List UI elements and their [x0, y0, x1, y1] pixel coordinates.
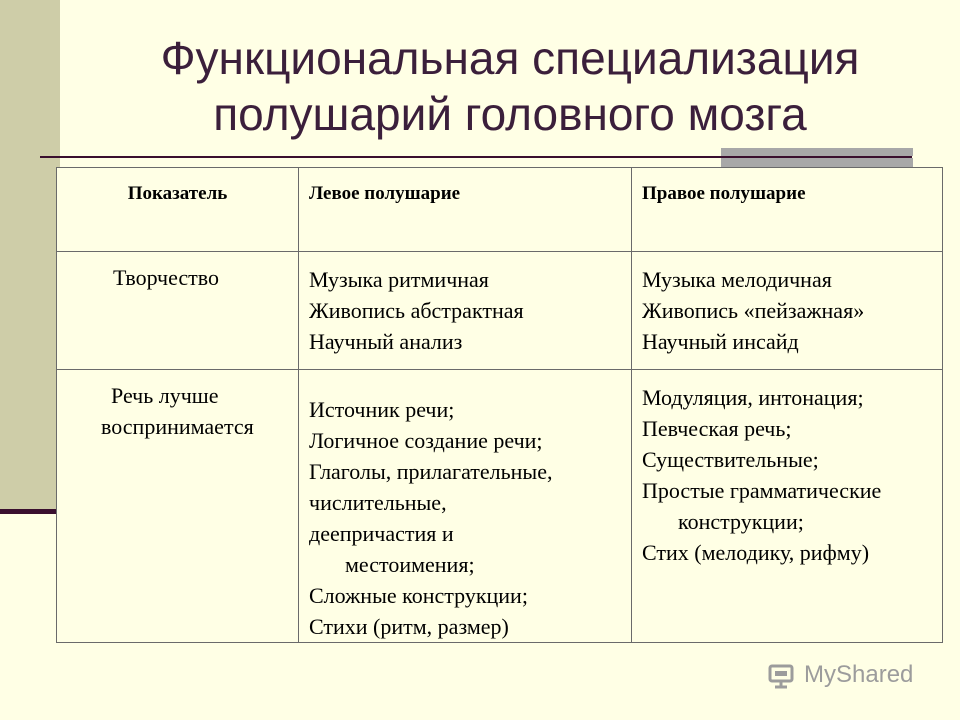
side-bar-rule	[0, 509, 64, 514]
indicator-line: воспринимается	[101, 414, 254, 439]
right-line: Простые грамматические	[642, 478, 882, 503]
right-line: конструкции;	[678, 509, 804, 534]
watermark	[766, 657, 913, 693]
right-hemisphere-cell	[632, 252, 943, 370]
header-indicator: Показатель	[57, 168, 299, 252]
header-left-hemisphere: Левое полушарие	[299, 168, 632, 252]
presentation-icon	[766, 660, 796, 690]
indicator-line: Речь лучше	[111, 383, 219, 408]
title-line-1: Функциональная специализация	[160, 32, 860, 84]
left-line: местоимения;	[345, 552, 475, 577]
hemisphere-table	[56, 167, 943, 643]
right-line: Научный инсайд	[642, 329, 799, 354]
right-line: Музыка мелодичная	[642, 267, 832, 292]
left-line: Живопись абстрактная	[309, 298, 524, 323]
left-line: Музыка ритмичная	[309, 267, 489, 292]
title-accent	[721, 148, 913, 156]
indicator-cell	[57, 370, 299, 643]
slide-title	[80, 30, 940, 142]
left-line: Логичное создание речи;	[309, 428, 543, 453]
table-header-row	[57, 168, 943, 252]
table-row	[57, 252, 943, 370]
left-hemisphere-cell	[299, 370, 632, 643]
left-line: Глаголы, прилагательные,	[309, 459, 553, 484]
header-right-hemisphere: Правое полушарие	[632, 168, 943, 252]
left-line: деепричастия и	[309, 521, 454, 546]
watermark-text: MyShared	[804, 661, 914, 688]
left-line: Источник речи;	[309, 397, 455, 422]
table-row	[57, 370, 943, 643]
left-line: Научный анализ	[309, 329, 463, 354]
right-hemisphere-cell	[632, 370, 943, 643]
left-hemisphere-cell	[299, 252, 632, 370]
indicator-line: Творчество	[113, 265, 220, 290]
right-line: Певческая речь;	[642, 416, 792, 441]
right-line: Существительные;	[642, 447, 819, 472]
right-line: Стих (мелодику, рифму)	[642, 540, 870, 565]
side-bar	[0, 0, 60, 513]
indicator-cell	[57, 252, 299, 370]
title-line-2: полушарий головного мозга	[213, 88, 807, 140]
right-line: Модуляция, интонация;	[642, 385, 864, 410]
left-line: числительные,	[309, 490, 447, 515]
right-line: Живопись «пейзажная»	[642, 298, 865, 323]
left-line: Сложные конструкции;	[309, 583, 528, 608]
left-line: Стихи (ритм, размер)	[309, 614, 509, 639]
